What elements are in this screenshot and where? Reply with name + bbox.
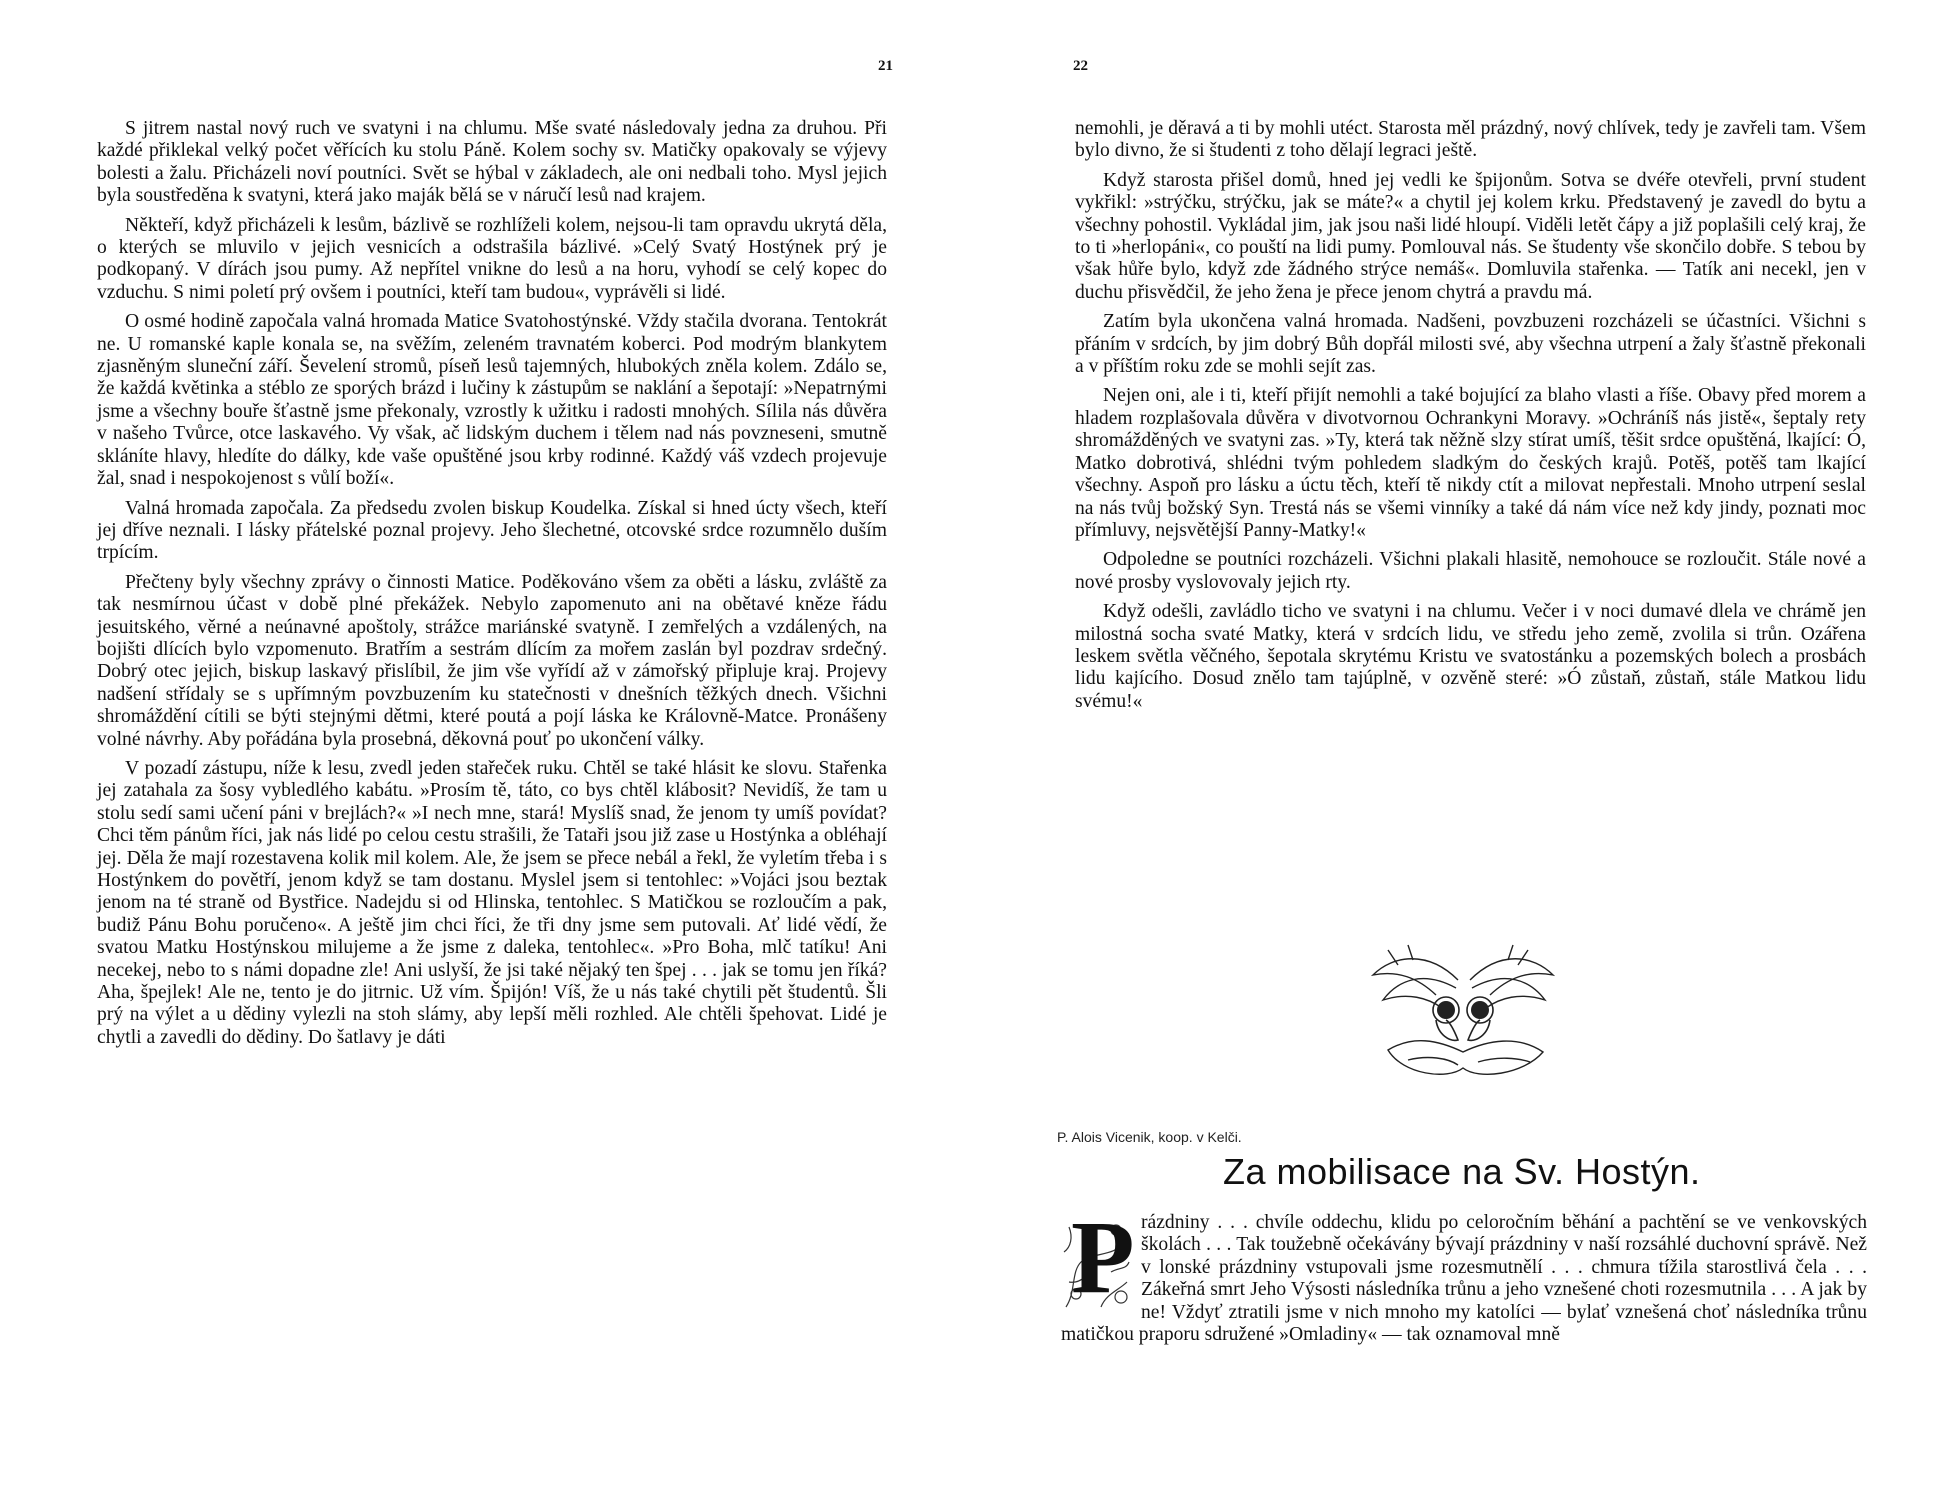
page-number: 22 bbox=[1073, 58, 1088, 74]
dropcap-letter: P bbox=[1071, 1200, 1135, 1315]
page-number: 21 bbox=[878, 58, 893, 74]
paragraph: O osmé hodině započala valná hromada Matice Svatohostýnské. Vždy stačila dvorana. Tentokrát ne. U romanské kaple konala se, na svěžím, zeleném travnatém koberci. Pod modrým blankytem zjasněným sluneční září. Ševelení stromů, píseň lesů tajemných, hlubokých zněla kolem. Zdálo se, že každá květinka a stéblo ze sporých brázd i lučiny k zástupům se naklání a šepotají: »Nepatrnými jsme a všechny bouře šťastně jsme překonaly, vzrostly k užitku i radosti mnohých. Sílila nás důvěra v našeho Tvůrce, otce laskavého. Vy však, ač lidským duchem i tělem nad nás povzneseni, smutně skláníte hlavy, hledíte do dálky, kde vaše opuštěné jsou krby rodinné. Každý váš vzdech projevuje žal, snad i nespokojenost s vůlí boží«. bbox=[97, 311, 887, 490]
angels-ornament-icon bbox=[1358, 940, 1568, 1090]
text-column bbox=[1075, 118, 1866, 720]
paragraph: Když odešli, zavládlo ticho ve svatyni i na chlumu. Večer i v noci dumavé dlela ve chrámě jen milostná socha svaté Matky, která v srdcích lidu, ve středu jeho země, zvolila si trůn. Ozářena leskem světla věčného, šepotala skrytému Kristu ve svatostánku a pozemských bolech a prosbách lidu kajícího. Dosud znělo tam tajúplně, v ozvěně steré: »Ó zůstaň, zůstaň, stále Matkou lidu svému!« bbox=[1075, 601, 1866, 712]
paragraph: Přečteny byly všechny zprávy o činnosti Matice. Poděkováno všem za oběti a lásku, zvláště za tak nesmírnou účast v době plné překážek. Nebylo zapomenuto ani na obětavé kněze řádu jesuitského, věrné a neúnavné apoštoly, strážce mariánské svatyně. I zemřelých a vzdálených, na bojišti dlících bylo vzpomenuto. Bratřím a sestrám dlícím za mořem zaslán byl pozdrav srdečný. Dobrý otec jejich, biskup laskavý přislíbil, že jim vše vyřídí až v zámořský připluje kraj. Projevy nadšení střídaly se s upřímným povzbuzením ku statečnosti v dnešních těžkých dnech. Všichni shromáždění cítili se býti stejnými dětmi, které poutá a pojí láska ke Královně-Matce. Pronášeny volné návrhy. Aby pořádána byla prosebná, děkovná pouť po ukončení války. bbox=[97, 571, 887, 750]
paragraph: Někteří, když přicházeli k lesům, bázlivě se rozhlíželi kolem, nejsou-li tam opravdu ukrytá děla, o kterých se mluvilo v jejich vesnicích a odstrašila bázlivé. »Celý Svatý Hostýnek prý je podkopaný. V dírách jsou pumy. Až nepřítel vnikne do lesů a na horu, vyhodí se celý kopec do vzduchu. S nimi poletí prý ovšem i poutníci, kteří tam budou«, vyprávěli si lidé. bbox=[97, 214, 887, 303]
article-body bbox=[1061, 1200, 1867, 1346]
article-title: Za mobilisace na Sv. Hostýn. bbox=[1223, 1151, 1701, 1192]
paragraph: Zatím byla ukončena valná hromada. Nadšeni, povzbuzeni rozcházeli se účastníci. Všichni s přáním v srdcích, by jim dobrý Bůh dopřál milosti své, aby všechna utrpení a žaly šťastně překonali a v příštím roku zde se mohli sejít zas. bbox=[1075, 311, 1866, 378]
article-paragraph: rázdniny . . . chvíle oddechu, klidu po celoročním běhání a pachtění se ve venkovských školách . . . Tak toužebně očekávány bývají prázdniny v naší rozsáhlé duchovní správě. Než v lonské prázdniny vstupovali jsme rozesmutnělí . . . chmura tížila starostlivá čela . . . Zákeřná smrt Jeho Výsosti následníka trůnu a jeho vznešené choti rozesmutnila . . . A jak by ne! Vždyť ztratili jsme v nich mnoho my katolíci — bylať vznešená choť následníka trůnu matičkou praporu sdružené »Omladiny« — tak oznamoval mně bbox=[1061, 1212, 1867, 1346]
paragraph: S jitrem nastal nový ruch ve svatyni i na chlumu. Mše svaté následovaly jedna za druhou. Při každé přiklekal velký počet věřících ku stolu Páně. Kolem sochy sv. Matičky opakovaly se výjevy bolesti a žalu. Přicházeli noví poutníci. Svět se hýbal v základech, ale oni nedbali toho. Mysl jejich byla soustředěna k svatyni, která jako maják bělá se v náručí lesů nad krajem. bbox=[97, 118, 887, 207]
article-author: P. Alois Vicenik, koop. v Kelči. bbox=[1057, 1129, 1242, 1145]
right-page bbox=[973, 0, 1946, 1500]
dropcap bbox=[1061, 1200, 1135, 1315]
text-column bbox=[97, 118, 887, 1056]
paragraph: Valná hromada započala. Za předsedu zvolen biskup Koudelka. Získal si hned úcty všech, kteří jej dříve neznali. I lásky přátelské poznal projevy. Jeho šlechetné, otcovské srdce rozumnělo duším trpícím. bbox=[97, 497, 887, 564]
paragraph: Odpoledne se poutníci rozcházeli. Všichni plakali hlasitě, nemohouce se rozloučit. Stále nové a nové prosby vyslovovaly jejich rty. bbox=[1075, 549, 1866, 593]
paragraph-continuation: nemohli, je děravá a ti by mohli utéct. Starosta měl prázdný, nový chlívek, tedy je zavřeli tam. Všem bylo divno, že si študenti z toho dělají legraci ještě. bbox=[1075, 118, 1866, 162]
paragraph: Nejen oni, ale i ti, kteří přijít nemohli a také bojující za blaho vlasti a říše. Obavy před morem a hladem rozplašovala důvěra v divotvornou Ochrankyni Moravy. »Ochráníš nás jistě«, šeptaly rety shromážděných ve svatyni zas. »Ty, která tak něžně slzy stírat umíš, těšit srdce opuštěná, lkající: Ó, Matko dobrotivá, shlédni tvým pohledem sladkým do českých krajů. Potěš, potěš tam lkající všechny. Aspoň pro lásku a úctu těch, kteří tě nikdy ctít a milovat nepřestali. Mnoho utrpení seslal na nás tvůj božský Syn. Trestá nás se všemi vinníky a také dá nám více než kdy jindy, poznati moc přímluvy, nejsvětější Panny-Matky!« bbox=[1075, 385, 1866, 541]
paragraph: Když starosta přišel domů, hned jej vedli ke špijonům. Sotva se dvéře otevřeli, první student vykřikl: »strýčku, strýčku, jak se máte?« a chytil jej kolem krku. Představený je zavedl do bytu a všechny pohostil. Vykládal jim, jak jsou naši lidé hloupí. Viděli letět čápy a již poplašili celý kraj, že to ti »herlopáni«, co pouští na lidi pumy. Pomlouval nás. Se študenty vše skončilo dobře. S tebou by však hůře bylo, když zde žádného strýce nemáš«. Domluvila stařenka. — Tatík ani necekl, jen v duchu přisvědčil, že jeho žena je přece jenom chytrá a pravdu má. bbox=[1075, 169, 1866, 303]
paragraph: V pozadí zástupu, níže k lesu, zvedl jeden stařeček ruku. Chtěl se také hlásit ke slovu. Stařenka jej zatahala za šosy vybledlého kabátu. »Prosím tě, táto, co bys chtěl klábosit? Nevidíš, že tam u stolu sedí sami učení páni v brejlách?« »I nech mne, stará! Myslíš snad, že jenom ty umíš povídat? Chci těm pánům říci, jak nás lidé po celou cestu strašili, že Tataři jsou již zase u Hostýnka a obléhají jej. Děla že mají rozestavena kolik mil kolem. Ale, že jsem se přece nebál a řekl, že vyletím třeba i s Hostýnkem do povětří, jenom když se tam dostanu. Myslel jsem si tentohlec: »Vojáci jsou beztak jenom na té straně od Bystřice. Nadejdu si od Hlinska, tentohlec. S Matičkou se rozloučím a pak, budiž Pánu Bohu poručeno«. A ještě jim chci říci, že tři dny jsme sem putovali. Ať lidé vědí, že svatou Matku Hostýnskou milujeme a že jsme z daleka, tentohlec«. »Pro Boha, mlč tatíku! Ani necekej, nebo to s námi dopadne zle! Ani uslyší, že jsi také nějaký ten špej . . . jak se tomu jen říká? Aha, špejlek! Ale ne, tento je do jitrnic. Už vím. Špijón! Víš, že u nás také chytili pět študentů. Šli prý na výlet a u dědiny vylezli na stoh slámy, aby lepší měli rozhled. Ale chtěli špehovat. Lidé je chytli a zavedli do dědiny. Do šatlavy je dáti bbox=[97, 757, 887, 1048]
